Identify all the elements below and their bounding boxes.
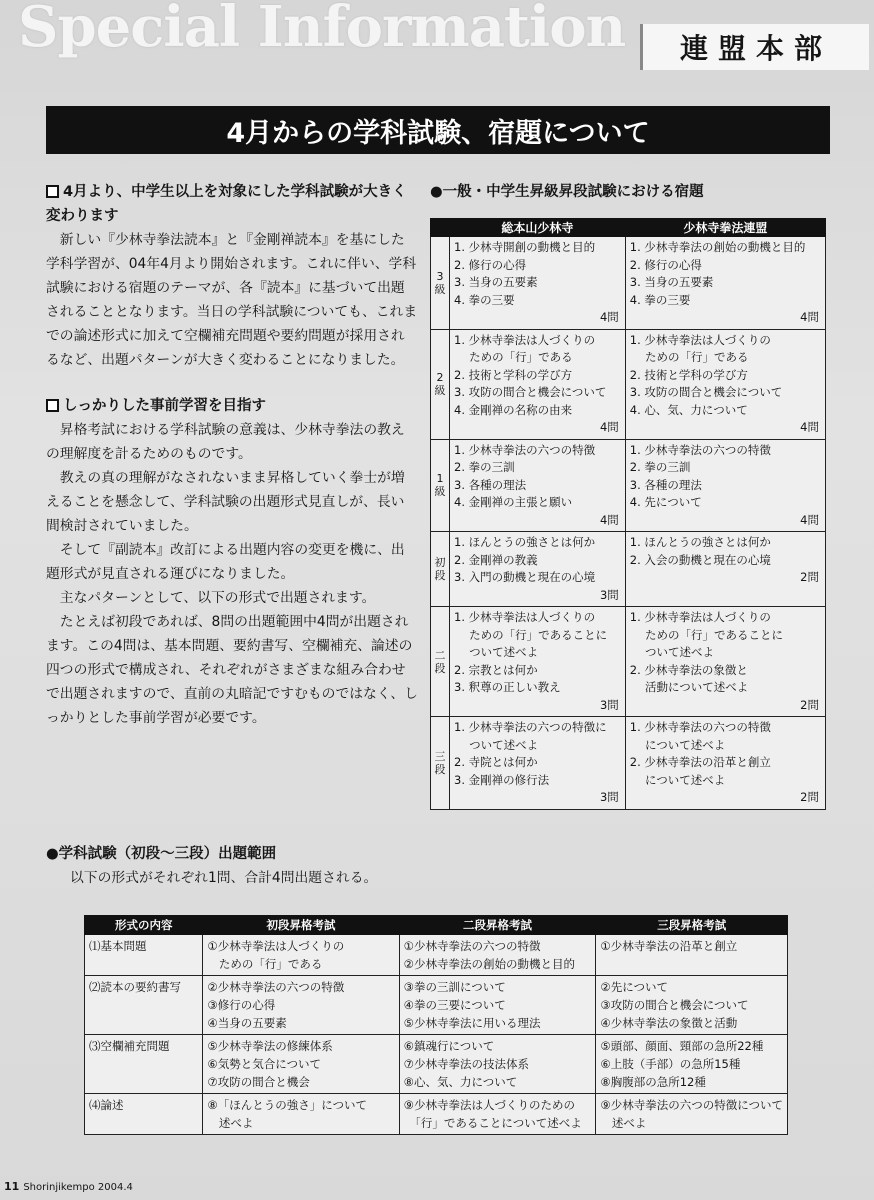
grade-char: 三: [434, 749, 446, 763]
section-heading: しっかりした事前学習を目指す: [46, 394, 418, 418]
list-item: 1. 少林寺拳法の六つの特徴: [454, 442, 596, 457]
list-item: ついて述べよ: [454, 645, 539, 659]
list-item: 2. 寺院とは何か: [454, 755, 538, 769]
grade-label: [431, 607, 450, 717]
list-item: 3. 攻防の間合と機会について: [454, 385, 607, 399]
article-title-banner: 4月からの学科試験、宿題について: [46, 106, 830, 154]
list-item: ⑥上肢（手部）の急所15種: [600, 1057, 741, 1071]
list-item: 2. 金剛禅の教義: [454, 552, 538, 567]
table-row: [431, 329, 826, 439]
list-item: 3. 各種の理法: [629, 477, 702, 492]
list-item: 2. 技術と学科の学び方: [629, 367, 748, 382]
table-cell: [625, 237, 825, 330]
list-item: 2. 少林寺拳法の沿革と創立: [629, 755, 771, 769]
list-item: ⑥気勢と気合について: [207, 1057, 321, 1071]
list-item: ための「行」である: [454, 350, 573, 364]
grade-char: 段: [434, 661, 446, 675]
square-bullet-icon: [46, 185, 59, 198]
list-item: 3. 攻防の間合と機会について: [629, 385, 783, 399]
list-item: 1. ほんとうの強さとは何か: [454, 535, 596, 549]
list-item: 1. 少林寺拳法は人づくりの: [629, 610, 771, 624]
grade-char: 段: [434, 762, 446, 776]
table-cell: [399, 1035, 596, 1094]
list-item: 4. 拳の三要: [454, 292, 515, 307]
list-item: ③攻防の間合と機会について: [600, 998, 749, 1012]
list-item: について述べよ: [629, 772, 726, 787]
exam-type-label: ⑶空欄補充問題: [85, 1035, 203, 1094]
list-item: ③修行の心得: [207, 998, 276, 1012]
list-item: 1. 少林寺開創の動機と目的: [454, 240, 596, 254]
list-item: ための「行」であることに: [629, 627, 783, 642]
list-item: 述べよ: [600, 1116, 647, 1130]
list-item: 2. 修行の心得: [454, 257, 527, 272]
grade-char: 2: [436, 371, 444, 384]
list-item: ④拳の三要について: [403, 998, 506, 1012]
question-count: 2問: [800, 570, 819, 584]
table-header: 少林寺拳法連盟: [625, 219, 825, 237]
list-item: ⑥鎮魂行について: [403, 1039, 495, 1053]
list-item: ①少林寺拳法の沿革と創立: [600, 939, 738, 953]
list-item: 2. 拳の三訓: [629, 460, 691, 474]
list-item: ②少林寺拳法の創始の動機と目的: [403, 957, 575, 971]
table-cell: [450, 532, 626, 607]
list-item: 4. 金剛禅の名称の由来: [454, 402, 573, 417]
list-item: ⑦攻防の間合と機会: [207, 1075, 310, 1089]
list-item: 2. 修行の心得: [629, 257, 702, 272]
question-count: 4問: [599, 310, 619, 324]
table-cell: [450, 237, 626, 330]
grade-char: 段: [434, 569, 446, 582]
table-cell: [399, 976, 596, 1035]
list-item: 2. 拳の三訓: [454, 460, 515, 474]
question-count: 4問: [800, 420, 819, 434]
table-cell: [203, 1094, 399, 1135]
grade-label: [431, 717, 450, 810]
body-paragraph: 昇格考試における学科試験の意義は、少林寺拳法の教えの理解度を計るためのものです。: [46, 422, 405, 462]
list-item: 2. 入会の動機と現在の心境: [629, 552, 771, 567]
list-item: 1. 少林寺拳法は人づくりの: [454, 610, 596, 624]
section-header-title: Special Information: [18, 0, 626, 60]
list-item: ついて述べよ: [629, 645, 714, 659]
table-row: [431, 532, 826, 607]
list-item: 2. 宗教とは何か: [454, 662, 538, 677]
table-cell: [596, 1035, 788, 1094]
table-header: 総本山少林寺: [450, 219, 626, 237]
list-item: 4. 拳の三要: [629, 292, 691, 307]
table-cell: [625, 439, 825, 532]
table-cell: [399, 1094, 596, 1135]
table-cell: [450, 439, 626, 532]
list-item: ⑨少林寺拳法は人づくりのための: [403, 1098, 575, 1112]
list-item: ⑤少林寺拳法の修練体系: [207, 1039, 333, 1053]
table-cell: [596, 1094, 788, 1135]
list-item: ④少林寺拳法の象徴と活動: [600, 1016, 738, 1030]
list-item: 2. 少林寺拳法の象徴と: [629, 662, 748, 677]
square-bullet-icon: [46, 399, 59, 412]
grade-label: [431, 329, 450, 439]
grade-char: 二: [434, 648, 446, 662]
list-item: 1. 少林寺拳法の六つの特徴: [629, 720, 771, 734]
table-row: [431, 607, 826, 717]
grade-char: 級: [434, 384, 446, 397]
table-row: [431, 439, 826, 532]
table-cell: [625, 607, 825, 717]
body-paragraph: 主なパターンとして、以下の形式で出題されます。: [59, 590, 376, 606]
exam-type-label: ⑵読本の要約書写: [85, 976, 203, 1035]
list-item: 述べよ: [207, 1116, 254, 1130]
publication-label: Shorinjikempo 2004.4: [23, 1182, 133, 1193]
list-item: ための「行」である: [629, 350, 749, 364]
table-row: [85, 976, 788, 1035]
table-cell: [625, 717, 825, 810]
list-item: 3. 各種の理法: [454, 477, 527, 492]
list-item: 活動について述べよ: [629, 680, 749, 694]
list-item: ⑤少林寺拳法に用いる理法: [403, 1016, 541, 1030]
question-count: 2問: [800, 790, 819, 804]
list-item: ⑧心、気、力について: [403, 1075, 518, 1089]
table-header: 二段昇格考試: [399, 916, 596, 935]
list-item: 1. 少林寺拳法の六つの特徴に: [454, 720, 607, 734]
list-item: 1. 少林寺拳法は人づくりの: [629, 332, 771, 347]
page-number: 11: [4, 1180, 20, 1193]
table-row: [85, 1035, 788, 1094]
list-item: ④当身の五要素: [207, 1016, 287, 1030]
organization-label: 連盟本部: [640, 24, 869, 70]
list-item: 4. 金剛禅の主張と願い: [454, 495, 573, 509]
grade-char: 3: [436, 269, 444, 283]
table-header: 三段昇格考試: [596, 916, 788, 935]
list-item: 4. 先について: [629, 495, 702, 509]
list-item: 4. 心、気、力について: [629, 402, 748, 417]
table-cell: [596, 976, 788, 1035]
section-heading: 4月より、中学生以上を対象にした学科試験が大きく変わります: [46, 184, 407, 224]
list-item: 3. 当身の五要素: [454, 275, 538, 289]
grade-char: 級: [434, 282, 446, 296]
table-header: 初段昇格考試: [203, 916, 399, 935]
exam-scope-title: ●学科試験（初段〜三段）出題範囲: [46, 846, 277, 862]
list-item: 3. 金剛禅の修行法: [454, 772, 550, 787]
list-item: ⑤頭部、顔面、頸部の急所22種: [600, 1039, 764, 1053]
list-item: 2. 技術と学科の学び方: [454, 367, 573, 382]
exam-type-label: ⑴基本問題: [85, 935, 203, 976]
body-paragraph: 教えの真の理解がなされないまま昇格していく拳士が増えることを懸念して、学科試験の出題形式見直しが、長い間検討されていました。: [46, 470, 405, 534]
table-row: [85, 935, 788, 976]
list-item: ①少林寺拳法は人づくりの: [207, 939, 345, 953]
table-header-corner: [431, 219, 450, 237]
table-row: [431, 237, 826, 330]
grade-label: [431, 532, 450, 607]
list-item: ⑧胸腹部の急所12種: [600, 1075, 706, 1089]
list-item: ③拳の三訓について: [403, 980, 506, 994]
grade-label: [431, 237, 450, 330]
table-cell: [203, 1035, 399, 1094]
page-footer: [4, 1180, 133, 1193]
list-item: 3. 当身の五要素: [629, 275, 714, 289]
grade-char: 級: [434, 485, 446, 499]
list-item: ついて述べよ: [454, 737, 539, 752]
exam-type-label: ⑷論述: [85, 1094, 203, 1135]
body-paragraph: たとえば初段であれば、8問の出題範囲中4問が出題されます。この4問は、基本問題、要約書写、空欄補充、論述の四つの形式で構成され、それぞれがさまざまな組み合わせで出題されますので、直前の丸暗記ですむものではなく、しっかりとした事前学習が必要です。: [46, 614, 418, 726]
list-item: 3. 入門の動機と現在の心境: [454, 570, 596, 584]
list-item: ための「行」であることに: [454, 627, 608, 642]
table-cell: [203, 976, 399, 1035]
list-item: 1. ほんとうの強さとは何か: [629, 535, 771, 549]
list-item: ②少林寺拳法の六つの特徴: [207, 980, 345, 994]
table-cell: [625, 329, 825, 439]
list-item: 1. 少林寺拳法の創始の動機と目的: [629, 240, 806, 254]
body-paragraph: 新しい『少林寺拳法読本』と『金剛禅読本』を基にした学科学習が、04年4月より開始されます。これに伴い、学科試験における宿題のテーマが、各『読本』に基づいて出題されることとなります。当日の学科試験についても、これまでの論述形式に加えて空欄補充問題や要約問題が採用されるなど、出題パターンが大きく変わることになりました。: [46, 232, 418, 368]
list-item: 3. 釈尊の正しい教え: [454, 680, 561, 694]
question-count: 3問: [599, 587, 619, 602]
question-count: 4問: [800, 310, 819, 324]
grade-char: 初: [434, 556, 446, 569]
question-count: 4問: [800, 512, 819, 527]
table-row: [85, 1094, 788, 1135]
article-body: [46, 180, 418, 730]
list-item: 1. 少林寺拳法の六つの特徴: [629, 442, 771, 457]
question-count: 3問: [599, 697, 619, 712]
question-count: 3問: [599, 790, 619, 804]
table-cell: [203, 935, 399, 976]
list-item: ⑦少林寺拳法の技法体系: [403, 1057, 529, 1071]
table-cell: [450, 607, 626, 717]
table-row: [431, 717, 826, 810]
question-count: 4問: [599, 512, 619, 527]
list-item: ②先について: [600, 980, 669, 994]
list-item: ⑧「ほんとうの強さ」について: [207, 1098, 367, 1112]
homework-table-title: ●一般・中学生昇級昇段試験における宿題: [430, 184, 704, 200]
list-item: ⑨少林寺拳法の六つの特徴について: [600, 1098, 783, 1112]
list-item: について述べよ: [629, 737, 726, 752]
list-item: ①少林寺拳法の六つの特徴: [403, 939, 541, 953]
grade-char: 1: [436, 472, 444, 486]
table-cell: [450, 329, 626, 439]
grade-label: [431, 439, 450, 532]
list-item: ための「行」である: [207, 957, 323, 971]
table-cell: [450, 717, 626, 810]
list-item: 1. 少林寺拳法は人づくりの: [454, 332, 596, 347]
table-cell: [596, 935, 788, 976]
table-header: 形式の内容: [85, 916, 203, 935]
homework-table: [430, 218, 826, 810]
table-cell: [625, 532, 825, 607]
question-count: 4問: [599, 420, 619, 434]
exam-scope-table: [84, 915, 788, 1135]
body-paragraph: そして『副読本』改訂による出題内容の変更を機に、出題形式が見直される運びになりました。: [46, 542, 405, 582]
table-cell: [399, 935, 596, 976]
exam-scope-note: 以下の形式がそれぞれ1問、合計4問出題される。: [70, 870, 378, 886]
list-item: 「行」であることについて述べよ: [403, 1116, 582, 1130]
question-count: 2問: [800, 697, 819, 712]
